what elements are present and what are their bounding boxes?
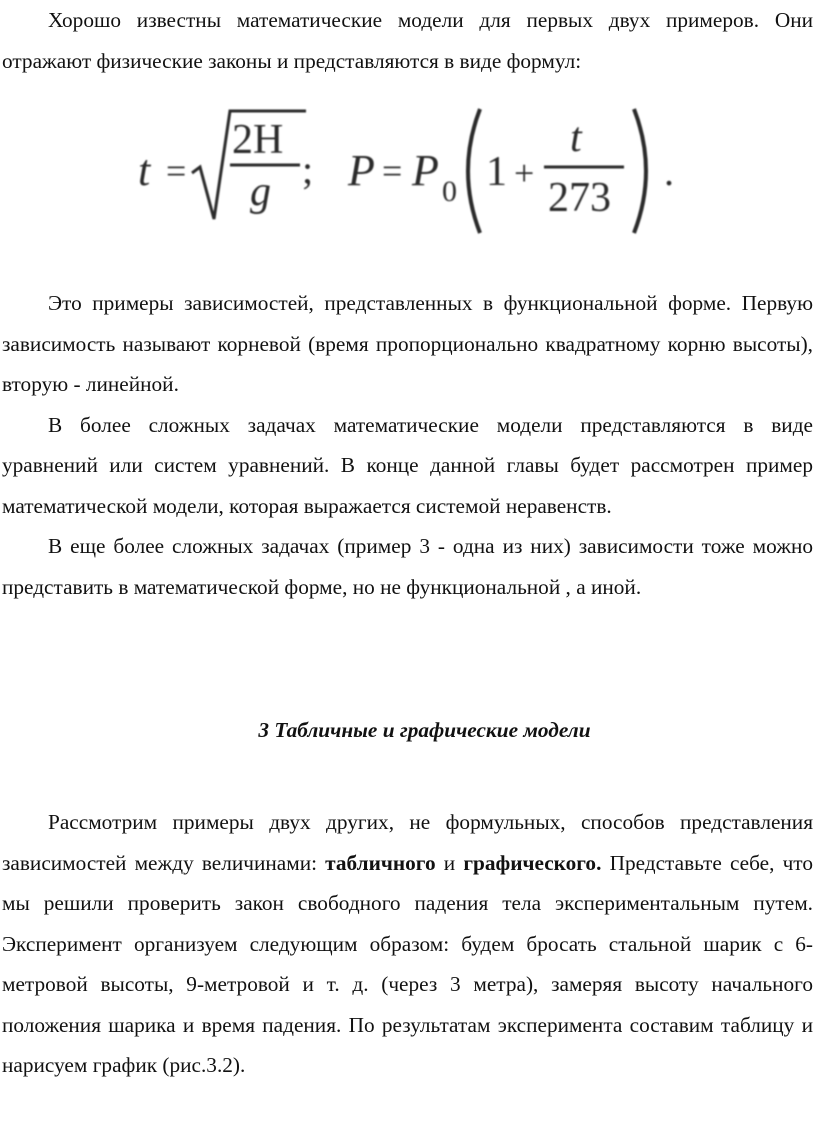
formula-plus: + bbox=[514, 153, 535, 193]
term-graphical: графического. bbox=[463, 850, 602, 875]
formula-semicolon: ; bbox=[302, 147, 314, 192]
paragraph-more-complex: В еще более сложных задачах (пример 3 - одна из них) зависимости тоже можно представить в математической форме, но не функциональной , а иной. bbox=[2, 534, 813, 599]
formula-g: g bbox=[250, 169, 271, 215]
formula-2h: 2H bbox=[232, 117, 284, 163]
formula-image bbox=[134, 101, 694, 251]
paragraph-intro: Хорошо известны математические модели для первых двух примеров. Они отражают физические законы и представляются в виде формул: bbox=[2, 8, 813, 73]
formula-t-num: t bbox=[570, 115, 582, 161]
paragraph-text-and: и bbox=[435, 850, 464, 875]
formula-p0: P bbox=[412, 146, 439, 195]
formula-subscript-0: 0 bbox=[442, 175, 457, 208]
spacer-top bbox=[2, 607, 813, 710]
paragraph-functional-form: Это примеры зависимостей, представленных в функциональной форме. Первую зависимость называют корневой (время пропорционально квадратному корню высоты), вторую - линейной. bbox=[2, 291, 813, 396]
formula-block bbox=[2, 81, 813, 283]
paragraph-text-start: Рассмотрим примеры двух других, не формульных, способов представления зависимостей между величинами: bbox=[2, 810, 813, 875]
paragraph-complex-tasks: В более сложных задачах математические модели представляются в виде уравнений или систем уравнений. В конце данной главы будет рассмотрен пример математической модели, которая выражается системой неравенств. bbox=[2, 412, 813, 518]
formula-eq-2: = bbox=[382, 151, 403, 191]
formula-t: t bbox=[138, 146, 151, 195]
paragraph-table-graph bbox=[2, 802, 813, 1086]
formula-p: P bbox=[348, 146, 375, 195]
formula-one: 1 bbox=[486, 149, 507, 195]
spacer-bottom bbox=[2, 750, 813, 802]
formula-273: 273 bbox=[548, 175, 611, 221]
paragraph-text-rest: Представьте себе, что мы решили проверить закон свободного падения тела экспериментальным путем. Эксперимент организуем следующим образом: будем бросать стальной шарик с 6-метровой высоты, 9-метровой и т. д. (через 3 метра), замеряя высоту начального положения шарика и время падения. По результатам эксперимента составим таблицу и нарисуем график (рис.3.2). bbox=[2, 850, 813, 1077]
formula-eq-1: = bbox=[166, 151, 187, 191]
left-paren bbox=[468, 109, 480, 233]
right-paren bbox=[634, 109, 646, 233]
term-tabular: табличного bbox=[325, 850, 436, 875]
section-heading: 3 Табличные и графические модели bbox=[258, 718, 591, 742]
formula-period: . bbox=[664, 149, 674, 194]
